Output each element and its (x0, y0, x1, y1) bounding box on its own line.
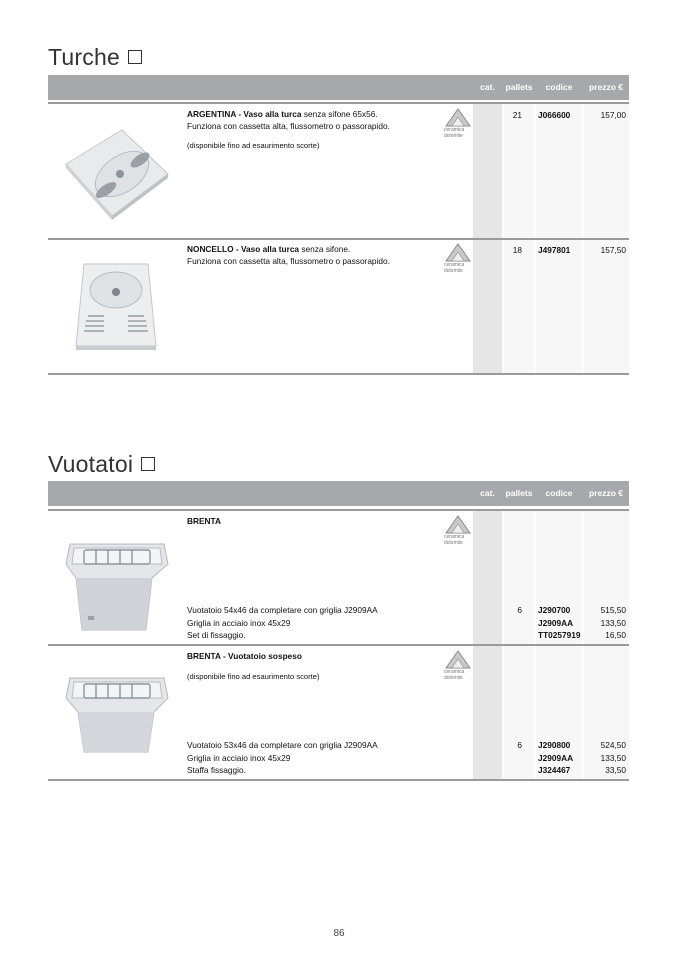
pallets-value: 6 (517, 605, 522, 615)
table-header (48, 75, 629, 100)
availability-note: (disponibile fino ad esaurimento scorte) (187, 141, 320, 151)
checkbox-icon (141, 457, 155, 471)
brenta-wall-sink-image (62, 668, 172, 758)
logo-line1: ceramica (444, 534, 465, 540)
logo-line2: dolomite (444, 674, 463, 681)
argentina-description (187, 109, 432, 152)
section-title-text: Turche (48, 44, 120, 70)
item-line: Griglia in acciaio inox 45x29 (187, 617, 291, 628)
header-codice: codice (545, 488, 573, 498)
product-name: NONCELLO (187, 244, 234, 254)
product-codes (538, 604, 580, 642)
ceramica-dolomite-logo (444, 107, 472, 141)
product-code: J497801 (538, 245, 571, 255)
item-line: Griglia in acciaio inox 45x29 (187, 752, 291, 763)
item-line: Vuotatoio 54x46 da completare con griglia J2909AA (187, 605, 378, 615)
logo-triangle-icon (444, 649, 472, 669)
brenta-sink-image (62, 530, 172, 636)
price-value: 33,50 (605, 765, 626, 775)
name-separator: - (233, 244, 241, 254)
header-cat: cat. (480, 488, 495, 498)
section-title-vuotatoi (48, 451, 155, 478)
price-values (585, 739, 626, 777)
price-value: 16,50 (605, 630, 626, 640)
item-line: Staffa fissaggio. (187, 765, 246, 775)
product-usage: Funziona con cassetta alta, flussometro o passorapido. (187, 120, 390, 131)
header-cat: cat. (480, 82, 495, 92)
product-type: Vaso alla turca (243, 109, 302, 119)
price-value: 524,50 (600, 740, 626, 750)
product-name: ARGENTINA (187, 109, 237, 119)
logo-line1: ceramica (444, 669, 465, 675)
item-line: Vuotatoio 53x46 da completare con griglia J2909AA (187, 740, 378, 750)
logo-line2: dolomite (444, 132, 463, 139)
argentina-turkish-toilet-image (62, 124, 172, 220)
product-code: J066600 (538, 110, 571, 120)
name-separator: - (220, 651, 229, 661)
header-codice: codice (545, 82, 573, 92)
price-value: 133,50 (600, 752, 626, 763)
brenta-title (187, 516, 432, 528)
noncello-turkish-toilet-image (74, 260, 158, 350)
row-divider (48, 102, 629, 104)
section-title-text: Vuotatoi (48, 451, 134, 477)
ceramica-dolomite-logo (444, 514, 472, 548)
row-divider (48, 779, 629, 781)
table-header (48, 481, 629, 506)
product-type: Vuotatoio sospeso (228, 651, 302, 661)
logo-line2: dolomite (444, 539, 463, 546)
price-value: 133,50 (600, 617, 626, 628)
pallets-value: 21 (512, 110, 522, 120)
pallets-value: 18 (512, 245, 522, 255)
product-codes (538, 739, 573, 777)
logo-triangle-icon (444, 107, 472, 127)
brenta-sospeso-description (187, 651, 432, 682)
logo-triangle-icon (444, 514, 472, 534)
product-detail: senza sifone 65x56. (301, 109, 378, 119)
price-value: 515,50 (600, 605, 626, 615)
availability-note: (disponibile fino ad esaurimento scorte) (187, 671, 320, 681)
product-code: J2909AA (538, 752, 574, 763)
logo-line1: ceramica (444, 127, 465, 133)
row-divider (48, 509, 629, 511)
product-name: BRENTA (187, 651, 221, 661)
header-pallets: pallets (505, 82, 533, 92)
logo-line1: ceramica (444, 262, 465, 268)
product-usage: Funziona con cassetta alta, flussometro o passorapido. (187, 255, 390, 266)
ceramica-dolomite-logo (444, 242, 472, 276)
product-type: Vaso alla turca (240, 244, 300, 254)
pallets-value: 6 (517, 740, 522, 750)
logo-line2: dolomite (444, 267, 463, 274)
product-code: J324467 (538, 765, 571, 775)
item-line: Set di fissaggio. (187, 630, 246, 640)
checkbox-icon (128, 50, 142, 64)
product-detail: senza sifone. (299, 244, 351, 254)
price-value: 157,50 (600, 245, 626, 255)
price-values (585, 604, 626, 642)
name-separator: - (236, 109, 244, 119)
product-code: TT0257919 (538, 630, 581, 640)
ceramica-dolomite-logo (444, 649, 472, 683)
brenta-sospeso-item-list (187, 739, 432, 777)
logo-triangle-icon (444, 242, 472, 262)
header-prezzo: prezzo € (588, 488, 623, 498)
header-prezzo: prezzo € (588, 82, 623, 92)
page-number: 86 (333, 928, 345, 939)
brenta-item-list (187, 604, 432, 642)
section-title-turche (48, 44, 142, 71)
product-code: J290700 (538, 605, 571, 615)
product-name: BRENTA (187, 516, 221, 526)
header-pallets: pallets (505, 488, 533, 498)
product-code: J2909AA (538, 617, 574, 628)
row-divider (48, 644, 629, 646)
row-divider (48, 238, 629, 240)
price-value: 157,00 (600, 110, 626, 120)
row-divider (48, 373, 629, 375)
product-code: J290800 (538, 740, 571, 750)
noncello-description (187, 244, 432, 267)
